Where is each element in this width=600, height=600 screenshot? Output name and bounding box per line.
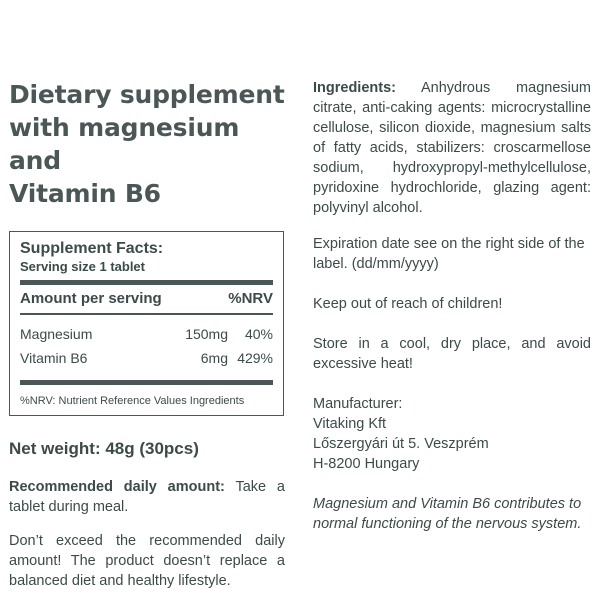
ingredients bbox=[313, 78, 591, 218]
manufacturer-label: Manufacturer: bbox=[313, 396, 403, 412]
storage-instructions: Store in a cool, dry place, and avoid excessive heat! bbox=[313, 336, 591, 372]
product-title bbox=[9, 78, 285, 210]
net-weight: Net weight: 48g (30pcs) bbox=[9, 439, 199, 458]
title-line-3: Vitamin B6 bbox=[9, 179, 161, 208]
nutrient-amount: 150mg bbox=[185, 326, 228, 342]
recommended-text: Take a tablet during meal. bbox=[9, 479, 285, 515]
nutrient-table bbox=[20, 315, 273, 385]
manufacturer-name: Vitaking Kft bbox=[313, 416, 387, 432]
amount-per-serving-header: Amount per serving bbox=[20, 290, 162, 307]
supplement-facts-heading: Supplement Facts: bbox=[20, 240, 164, 257]
nutrient-amount: 6mg bbox=[200, 350, 228, 366]
nutrient-nrv: 40% bbox=[244, 326, 273, 342]
nrv-footnote: %NRV: Nutrient Reference Values Ingredients bbox=[20, 395, 245, 407]
serving-size: Serving size 1 tablet bbox=[20, 258, 273, 285]
title-line-2: with magnesium and bbox=[9, 113, 240, 175]
nutrient-row-vitamin-b6 bbox=[20, 346, 273, 370]
ingredients-label: Ingredients: bbox=[313, 80, 396, 96]
manufacturer-street: Lőszergyári út 5. Veszprém bbox=[313, 436, 489, 452]
health-claim: Magnesium and Vitamin B6 contributes to normal functioning of the nervous system. bbox=[313, 496, 582, 532]
left-column bbox=[9, 78, 285, 591]
expiration-note: Expiration date see on the right side of the label. (dd/mm/yyyy) bbox=[313, 236, 585, 272]
keep-out-of-reach: Keep out of reach of children! bbox=[313, 296, 503, 312]
right-column bbox=[313, 78, 591, 534]
nutrient-name: Vitamin B6 bbox=[20, 350, 88, 366]
facts-column-header bbox=[20, 285, 273, 315]
nutrient-name: Magnesium bbox=[20, 326, 93, 342]
nutrient-nrv: 429% bbox=[237, 350, 273, 366]
nrv-header: %NRV bbox=[228, 290, 273, 307]
supplement-facts-panel bbox=[9, 231, 284, 416]
ingredients-text: Anhydrous magnesium citrate, anti-caking agents: microcrystalline cellulose, silicon dioxide, magnesium salts of fatty acids, stabilizers: croscarmellose sodium, hydroxypropyl-methylcellulose, pyridoxine hydrochloride, glazing agent: polyvinyl alcohol. bbox=[313, 80, 591, 216]
title-line-1: Dietary supplement bbox=[9, 80, 285, 109]
manufacturer-block bbox=[313, 394, 591, 474]
manufacturer-city: H-8200 Hungary bbox=[313, 456, 420, 472]
dosage-warning: Don’t exceed the recommended daily amount! The product doesn’t replace a balanced diet and healthy lifestyle. bbox=[9, 533, 285, 589]
nutrient-row-magnesium bbox=[20, 322, 273, 346]
recommended-label: Recommended daily amount: bbox=[9, 479, 225, 495]
recommended-daily-amount bbox=[9, 477, 285, 517]
